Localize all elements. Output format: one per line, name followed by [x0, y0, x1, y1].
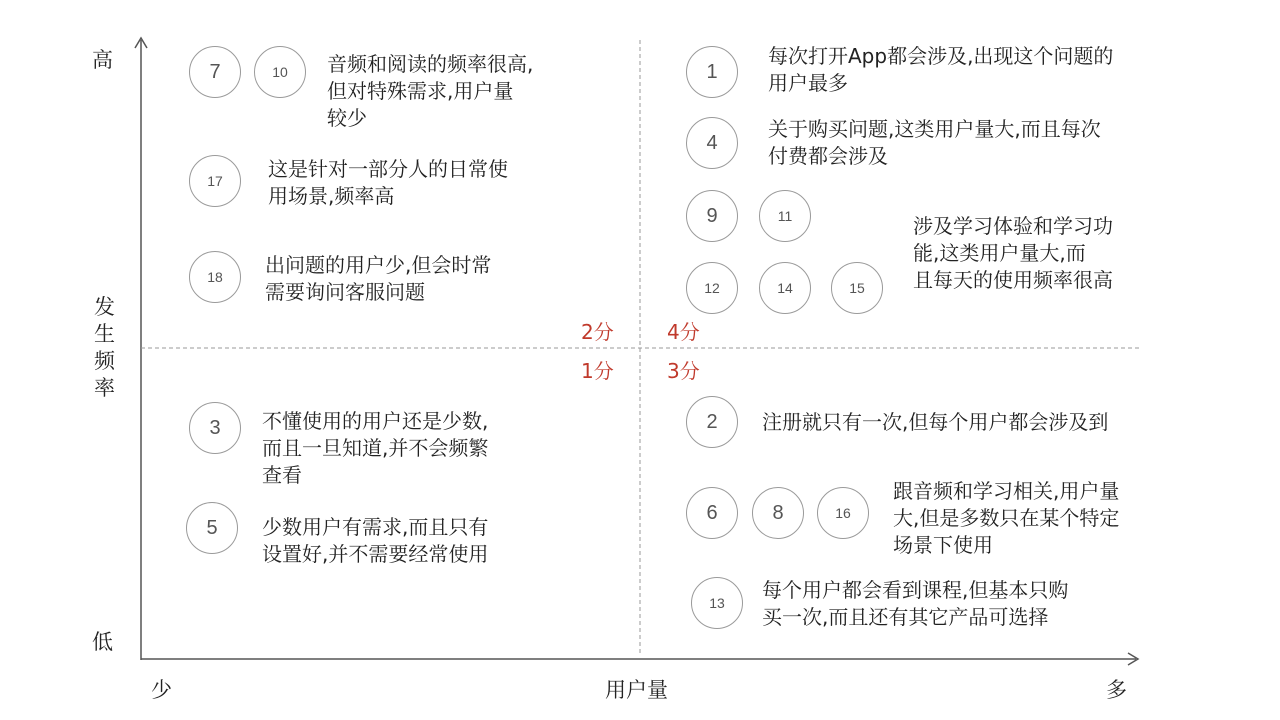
item-circle-15: 15: [831, 262, 883, 314]
item-circle-17: 17: [189, 155, 241, 207]
item-circle-18: 18: [189, 251, 241, 303]
item-circle-11: 11: [759, 190, 811, 242]
note-purchase: 关于购买问题,这类用户量大,而且每次 付费都会涉及: [768, 117, 1101, 168]
x-axis-title: 用户量: [605, 678, 668, 702]
note-courses: 每个用户都会看到课程,但基本只购 买一次,而且还有其它产品可选择: [762, 578, 1069, 629]
item-circle-9: 9: [686, 190, 738, 242]
note-learning: 涉及学习体验和学习功 能,这类用户量大,而 且每天的使用频率很高: [913, 214, 1113, 292]
item-circle-16: 16: [817, 487, 869, 539]
item-circle-1: 1: [686, 46, 738, 98]
x-axis-high-label: 多: [1106, 678, 1127, 702]
item-circle-3: 3: [189, 402, 241, 454]
item-circle-14: 14: [759, 262, 811, 314]
y-axis-title: 发生频率: [94, 295, 115, 400]
note-registration: 注册就只有一次,但每个用户都会涉及到: [762, 410, 1109, 434]
score-bottom-right: 3分: [667, 359, 700, 383]
note-settings: 少数用户有需求,而且只有 设置好,并不需要经常使用: [262, 515, 489, 566]
item-circle-4: 4: [686, 117, 738, 169]
score-bottom-left: 1分: [581, 359, 614, 383]
score-top-left: 2分: [581, 320, 614, 344]
note-audio-learning-scenario: 跟音频和学习相关,用户量 大,但是多数只在某个特定 场景下使用: [893, 479, 1120, 557]
x-axis-low-label: 少: [151, 678, 172, 702]
score-top-right: 4分: [667, 320, 700, 344]
item-circle-12: 12: [686, 262, 738, 314]
note-open-app: 每次打开App都会涉及,出现这个问题的 用户最多: [768, 44, 1114, 95]
item-circle-8: 8: [752, 487, 804, 539]
item-circle-10: 10: [254, 46, 306, 98]
y-axis-high-label: 高: [92, 48, 113, 72]
note-audio-reading: 音频和阅读的频率很高, 但对特殊需求,用户量 较少: [327, 52, 534, 130]
note-usage-help: 不懂使用的用户还是少数, 而且一旦知道,并不会频繁 查看: [262, 409, 489, 487]
item-circle-6: 6: [686, 487, 738, 539]
note-daily-scenario: 这是针对一部分人的日常使 用场景,频率高: [268, 157, 508, 208]
item-circle-5: 5: [186, 502, 238, 554]
item-circle-7: 7: [189, 46, 241, 98]
y-axis-low-label: 低: [92, 630, 113, 654]
note-customer-service: 出问题的用户少,但会时常 需要询问客服问题: [265, 253, 492, 304]
item-circle-2: 2: [686, 396, 738, 448]
item-circle-13: 13: [691, 577, 743, 629]
